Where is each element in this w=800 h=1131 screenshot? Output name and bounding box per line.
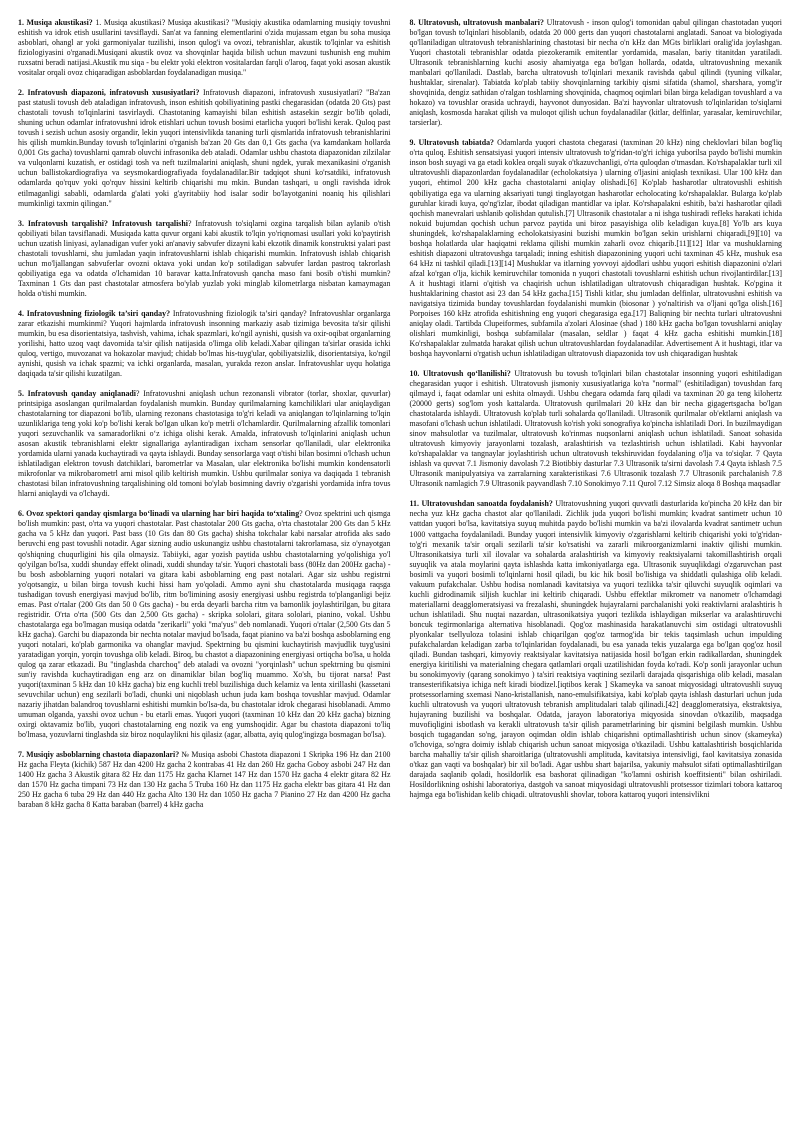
- answer-text: 1. Musiqa akustikasi? Musiqa akustikasi? "Musiqiy akustika odamlarning musiqiy tovushni eshitish va idrok etish usullarini tavsiflaydi. San'at va fanning elementlarini o'zida mujassam etgan bu soha musiqa asboblari, ohangl ar yoki garmoniyalar tuzilishi, inson qulog'i va ovozi, tebranishlar, akustik to'lqinlar va eshitish fiziologiyasini o'rganadi.Musiqani akustik ovoz va shovqinlar haqida bilish uchun mavzuni tushunish eng muhim ruxsatni beradi natijasi.Akustik mu siqa - bu elektr yoki elektron vositalardan farqli o'laroq, faqat yoki asosan akustik vositalar orqali ovoz chiqaradigan asboblardan foydalanadigan musiqa.": [18, 18, 391, 78]
- left-column: [18, 18, 391, 1118]
- question-number: 5.: [18, 389, 24, 399]
- answer-text: ? Infratovush to'siqlarni ozgina tarqalish bilan aylanib o'tish qobiliyati bilan tavsiflanadi. Musiqada katta quvur organi kabi akustik to'lqin yo'riqnomasi usullari yoki ko'paytirish uchun uzatish liniyasi, aylanadigan vufer yoki an'anaviy sabvufer dizayni kabi ekzotik dinamik konstruktsi yalari past chastotali tovushlarni, shu jumladan yaqin infratovushlarni ishlab chiqarishi mumkin. Infratovush ishlab chiqarish uchun mo'ljallangan sabvuferlar ovozni oktava yoki undan ko'p sotiladigan sabvufer lardan pastroq takrorlash qobiliyatiga ega va odatda o'lchamidan 10 baravar katta.Infratovush qancha maso fani bosib o'tishi mumkin? Taxminan 1 Gts dan past chastotalar atmosfera bo'ylab yuzlab yoki minglab kilometrlarga nisbatan kamaymagan holda o'tishi mumkin.: [18, 218, 391, 298]
- question-item: [18, 219, 391, 299]
- answer-text: ? Ovoz spektrini uch qismga bo'lish mumkin: past, o'rta va yuqori chastotalar. Past chastotalar 200 Gts gacha, o'rta chastotalar 200 Gts dan 5 kHz gacha va 5 kHz dan yuqori. Past bass (10 Gts dan 80 Gts gacha) shisha tokchalar kabi narsalar atrofida aks sado beruvchi eng past tovushli notadir. Agar sizning audio uskunangiz ushbu chastotalarni takrorlamasa, siz o'ynayotgan qo'shiqning chuqurligini his qila olmaysiz. Tabiiyki, agar yozish paytida ushbu chastotalarning yo'qolishiga yo'l qo'yilgan bo'lsa, xuddi shunday effekt olinadi, xuddi shunday ta'sir. Yuqori chastotali bass (80Hz dan 200Hz gacha) - bu bosh asboblarning yuqori notalari va gitara kabi asboblarning eng past notalari. Agar siz ushbu registrni yo'qotsangiz, u bilan birga tovush kuchi hissi ham yo'qoladi. Ammo ayni shu chastotalarda musiqaga raqsga tushadigan tovush energiyasi mavjud bo'lib, ritm bo'limining asosiy energiyasi ushbu registrda to'planganligi bejiz emas. Past o'rtalar (200 Gts dan 50 0 Gts gacha) - bu erda deyarli barcha ritm va bamonlik joylashtirilgan, bu gitara registridir. O'rta o'rta (500 Gts dan 2,500 Gts gacha) - skripka sololari, gitara sololari, pianino, vokal. Ushbu chastotalarga ega bo'lmagan musiqa odatda "zerikarli" yoki "ma'yus" deb nomlanadi. Yuqori o'rtalar (2,500 Gts dan 5 kHz gacha). Garchi bu diapazonda bir nechta notalar mavjud bo'lsada, faqat pianino va ba'zi boshqa asboblarning eng yuqori notalari, ko'plab garmonika va ohanglar mavjud. Spektrning bu qismini kuchaytirish mavjudlik tuyg'usini yaratadigan yorqin, yorqin tovushga olib keladi. Biroq, bu chastot a diapazonining energiyasi ortiqcha bo'lsa, u holda qulog qa zarar etkazadi. Bu "tinglashda charchoq" deb ataladi va ovozni "yorqinlash" uchun spektrning bu qismini sun'iy ravishda kuchaytiradigan eng arz on dinamiklar bilan bog'liq muammo. Xo'sh, bu tijorat narsa! Past yuqori(taxminan 5 kHz dan 10 kHz gacha) biz eng kuchli trebl buzilishiga duch kelamiz va lenta xirillashi (kassetani sevuvchilar uchun) eng sezilarli bo'ladi, chunki uni niqoblash uchun juda kam boshqa tovushlar mavjud. Odamlar nazariy jihatdan balandroq tovushlarni eshitishi mumkin bo'lsa-da, bu chastotalar idrok chegarasi hisoblanadi. Ammo umuman olganda, yaxshi ovoz uchun - bu etarli emas. Yuqori yuqori (taxminan 10 kHz dan 20 kHz gacha) bizning oxirgi oktavamiz bo'lib, yuqori chastotalarning eng nozik va eng yumshoqidir. Agar bu chastota diapazoni to'liq bo'lmasa, yozuvlarni tinglashda siz biroz noqulaylikni his qilasiz (agar, albatta, ayiq qulog'ingizga bosmagan bo'lsa).: [18, 509, 391, 740]
- question-heading: Infratovush qanday aniqlanadi: [27, 389, 136, 399]
- question-number: 3.: [18, 218, 24, 228]
- question-item: [18, 389, 391, 499]
- answer-text: № Musiqa asbobi Chastota diapazoni 1 Skripka 196 Hz dan 2100 Hz gacha Fleyta (kichik) 587 Hz dan 4200 Hz gacha 2 kontrabas 41 Hz dan 260 Hz gacha Goboy asbobi 247 Hz dan 1400 Hz gacha 3 Akustik gitara 82 Hz dan 1175 Hz gacha Klarnet 147 Hz dan 1570 Hz gacha 4 elektr gitara 82 Hz dan 1570 Hz gacha timpani 73 Hz dan 130 Hz gacha 5 Truba 160 Hz dan 1175 Hz gacha elektr bas gitara 41 Hz dan 250 Hz gacha 6 tuba 29 Hz dan 440 Hz gacha Alto 130 Hz dan 1050 Hz gacha 7 Pianino 27 Hz dan 4200 Hz gacha baraban 8 kHz gacha 8 Katta baraban (barrel) 4 kHz gacha: [18, 750, 391, 810]
- answer-text: Infratovushning fiziologik ta’siri qanday? Infratovushlar organlarga zarar etkazishi mumkinmi? Yuqori hajmlarda infratovush insonning markaziy asab tizimiga bevosita ta'sir qilishi mumkin, bu esa disorientatsiya, tashvish, vahima, ichak spazmlari, ko'ngil aynishi, qusish va oxir-oqibat organlarning yorilishi, hatto uzoq vaqt davomida ta'sir qilish natijasida o'limga olib keladi.Xabar qilingan ta'sirlar orasida ichki quloq, vertigo, muvozanat va hokazolar mavjud; chidab bo'lmas his-tuyg'ular, qobiliyatsizlik, disorientatsiya, ko'ngil aynishi, qusish va ichak spazmi; va ichki organlarda, masalan, yurakda rezon anslar. Infratovushlar uyqu holatiga daqiqada ta'sir qilishi kuzatilgan.: [18, 308, 391, 378]
- question-item: [410, 369, 783, 489]
- question-heading: Musiqiy asboblarning chastota diapazonlari?: [26, 750, 180, 760]
- question-number: 10.: [409, 369, 420, 379]
- question-heading: Infratovush tarqalishi? Infratovush tarqalishi: [27, 218, 188, 228]
- question-heading: Ultratovush qo‘llanilishi?: [423, 369, 511, 379]
- question-item: [410, 499, 783, 800]
- question-item: [18, 18, 391, 78]
- question-item: [18, 750, 391, 810]
- answer-text: Infratovush diapazoni, infratovush xususiyatlari? "Ba'zan past statusli tovush deb ataladigan infratovush, inson eshitish qobiliyatining pastki chegarasidan (odatda 20 Gts) past chastotali tovush to'lqinlarini tasvirlaydi. Chastotaning kamayishi bilan eshitish astasekin sezgir bo'lib qoladi, shuning uchun odamlar infratovushni idrok etishlari uchun tovush bosimi etarlicha yuqori bo'lishi kerak. Quloq past tovush i sezish uchun asosiy organdir, lekin yuqori intensivlikda tananing turli qismlarida infratovush tebranishlarini his qilish mumkin.Bunday tovush to'lqinlarini o'rganish ba'zan 20 Gts dan 0,1 Gts gacha (va kamdankam hollarda 0,001 Gts gacha) tovushlarni qamrab oluvchi infrasonika deb ataladi. Odamlar ushbu chastota diapazonidan zilzilalar va vulqonlarni kuzatish, er ostidagi tosh va neft tuzilmalarini aniqlash, shuni ngdek, yurak mexanikasini o'rganish uchun ballistokardiografiya va seysmokardiografiyada foydalanadilar.Bir tadqiqot shuni ko'rsatdiki, infratovush odamlarda qo'rquv yoki qo'rquv hissini keltirib chiqarishi mu mkin. Bundan tashqari, u ongli ravishda idrok etilmaganligi sababli, odamlarda g'alati yoki g'ayritabiiy hod isalar sodir bo'layotganini noaniq his qilishlari mumkinligi taxmin qilingan.": [18, 88, 391, 208]
- question-number: 7.: [18, 750, 24, 760]
- right-column: [410, 18, 783, 1118]
- answer-text: Ultratovushning yuqori quvvatli dasturlarida ko'pincha 20 kHz dan bir necha yuz kHz gacha chastot alar qo'llaniladi. Zichlik juda yuqori bo'lishi mumkin; kvadrat santimetr uchun 10 vattdan yuqori bo'lsa, kavitatsiya suyuq muhitda paydo bo'lishi mumkin va ba'zi ilovalarda kvadrat santimetr uchun 1000 vattgacha foydalaniladi. Bunday yuqori intensivlik kimyoviy o'zgarishlarni keltirib chiqarishi yoki to'g'ridan-to'g'ri mexanik ta'sir orqali sezilarli ta'sir ko'rsatishi va zararli mikroorganizmlarni inaktiv qilishi mumkin. Ultrasonikatsiya turli xil ilovalar va sohalarda aralashtirish va kimyoviy reaktsiyalarni takomillashtirish orqali suyuqlik va atala moylarini qayta ishlashda katta imkoniyatlarga ega. Ultrasonik suyuqlikdagi o'zgaruvchan past bosimli va yuqori bosimli to'lqinlarni hosil qiladi, bu kic hik bosil bo'lishiga va shiddatli qulashiga olib keladi. vakuum pufakchalar. Ushbu hodisa nomlanadi kavitatsiya va yuqori tezlikka ta'sir qiluvchi suyuqlik oqimlari va kuchli gidrodinamik siljish kuchlar ini keltirib chiqaradi. Ushbu effektlar mikrometr va nanometr o'lchamdagi materiallarni deagglomeratsiyasi va frezalashi, shuningdek hujayralarni parchalanishi yoki reaktivlarni aralashtiris h uchun ishlatiladi. Shu nuqtai nazardan, ultrasonikatsiya yuqori tezlikda ishlaydigan mikserlar va aralashtiruvchi boncuk tegirmonlariga alternativa hisoblanadi. Qog'oz mashinasida harakatlanuvchi sim ostidagi ultratovushli plyonkalar tsellyuloza tolasini ishlab chiqarilgan qog'oz tarmog'ida bir tekis taqsimlash uchun impulding pufakchalardan keladigan zarba to'lqinlaridan foydalanadi, bu esa yanada tekis yuzalarga ega bo'lgan qog'oz hosil qiladi. Bundan tashqari, kimyoviy reaktsiyalar kavitatsiya natijasida hosil bo'lgan erkin radikallardan, shuningdek energiya kiritilishi va materialning chegara qatlamlari orqali uzatilishidan foyda ko'radi. Ko'p sonli jarayonlar uchun bu sonokimyoviy (qarang sonokimyo ) ta'siri reaktsiya vaqtining sezilarli darajada qisqarishiga olib keladi, masalan transesterifikatsiya ichiga neft kiradi biodizel.[iqtibos kerak ] Skameyka va sanoat miqyosidagi ultratovushli suyuq protsessorlarning sxemasi Nano-kristallanish, nano-emulsifikatsiya, kabi ko'plab qayta ishlash dasturlari uchun juda kuchli ultratovush va yuqori ultratovush tebranish amplitudalari talab qilinadi.[42] deagglomeratsiya, ekstraktsiya, hujayrаning buzilishi va boshqalar. Odatda, jarayon laboratoriya miqyosida sinovdan o'tkazilib, maqsadga muvofiqligini isbotlash va kerakli ultratovush ta'sir qilish parametrlarining bir qismini belgilash mumkin. Ushbu bosqich tugagandan so'ng, jarayon oqimdan oldin ishlab chiqarishni optimallashtirish uchun sinov (skameyka) o'lchoviga, so'ngra doimiy ishlab chiqarish uchun sanoat miqyosiga o'tkaziladi. Ushbu kattalashtirish bosqichlarida barcha mahalliy ta'sir qilish sharoitlariga (ultratovushli amplituda, kavitatsiya intensivligi, faol kavitatsiya zonasida o'tkaz gan vaqti va boshqalar) bir xil bo'ladi. Agar ushbu shart bajarilsa, yakuniy mahsulot sifati optimallashtirilgan darajada saqlanib qoladi, hosildorlik esa bashorat qilinadigan "ko'lamni oshirish koeffitsienti" bilan oshiriladi. Hosildorlikning oshishi laboratoriya, dastgoh va sanoat miqyosidagi ultratovushli protsessor tizimlari tobora kattaroq hajmga ega bo'lishidan kelib chiqadi. ultratovushli shovlar, tobora kattaroq yuqori intensivlikni: [409, 499, 782, 800]
- answer-text: Ultratovush - inson qulog'i tomonidan qabul qilingan chastotadan yuqori bo'lgan tovush to'lqinlari hisoblanib, odatda 20 000 gerts dan yuqori chastotalarni anglatadi. Sanoat va biologiyada qo'llaniladigan ultratovush tebranishlarining chastotasi bir necha o'n kHz dan MGts birliklari oralig'ida joylashgan. Yuqori chastotali tebranishlar odatda piezokeramik emitentlar yordamida, masalan, bariy titanitdan yaratiladi. Ultrasonik tebranishlarning kuchi asosiy ahamiyatga ega bo'lgan hollarda, odatda, ultratovushning mexanik manbalari qo'llaniladi. Dastlab, barcha ultratovush to'lqinlari mexanik ravishda qabul qilindi (tyuning vilkalar, hushtaklar, sirenalar). Tabiatda ko'plab tabiiy shovqinlarning tarkibiy qismi sifatida (shamol, sharshara, yomg'ir shovqinida, dengiz sathidan o'ralgan toshlarning shovqinida, chaqmoq oqimlari bilan birga keladigan tovushlard a va hokazo) va tovushlar orasida uchraydi, hayvonot dunyosidan. Ba'zi hayvonlar ultratovush to'lqinlaridan to'siqlarni aniqlash, kosmosda harakat qilish va muloqot qilish uchun foydalanadilar (kitlar, delfinlar, yarasalar, kemiruvchilar, tarsierlar).: [409, 18, 782, 128]
- question-heading: Ultratovush, ultratovush manbalari?: [418, 18, 544, 27]
- question-number: 8.: [409, 18, 416, 27]
- document-page: [18, 18, 782, 1118]
- question-number: 11.: [409, 499, 419, 509]
- answer-text: ? Infratovushni aniqlash uchun rezonansli vibrator (torlar, shoxlar, quvurlar) printsipiga asoslangan qurilmalardan foydalanish mumkin. Bunday qurilmalarning kamchiliklari ular aniqlaydigan chastotalarning tor diapazoni bo'lib, ularning rezonans chastotasiga to'g'ri keladi va aniqlangan to'lqinlarning to'lqin uzunliklariga teng yoki ko'p bo'lishi kerak bo'lgan ulkan ko'p metrli o'lchamlardir. Qurilmalarning afzallik tomonlari yuqori sezuvchanlik va samaradorlikni o‘z ichiga olishi kerak. Amalda, infratovush to'lqinlarini aniqlash uchun asosan akustik tebranishlarni elektr signallariga aylantiradigan ixcham sensorlar qo'llaniladi, ular elektronika yordamida ularni yanada kuchaytiradi va qayta ishlaydi. Bunday sensorlarga vaqt o'tishi bilan bosimni o'lchash uchun ishlatiladigan elektron tovush datchiklari, barometrlar va Masalan, ular elektronika bo'lishi mumkin kondensatorli mikrofonlar va mikrobarometrl arni misol qilib keltirish mumkin. Ushbu qurilmalar soniya va daqiqada 1 tebranish chastotasi bilan infratovushning tarqalishining old tomoni bo'ylab bosimning davriy o'zgarishi yordamida infra tovus hlarni aniqlaydi va o'lchaydi.: [18, 389, 391, 499]
- question-item: [18, 509, 391, 740]
- question-number: 1.: [18, 18, 24, 27]
- question-heading: Ultratovush tabiatda?: [418, 138, 494, 148]
- question-heading: Ovoz spektori qanday qismlarga bo‘linadi va ularning har biri haqida to‘xtaling: [26, 509, 300, 519]
- question-heading: Musiqa akustikasi?: [26, 18, 93, 27]
- question-item: [18, 88, 391, 208]
- question-heading: Ultratovushdan sanoatda foydalanish?: [421, 499, 553, 509]
- question-number: 9.: [409, 138, 416, 148]
- question-item: [18, 309, 391, 379]
- answer-text: Odamlarda yuqori chastota chegarasi (taxminan 20 kHz) ning cheklovlari bilan bog'liq o'rta quloq. Eshitish sensatsiyasi yuqori intensiv ultratovush to'g'ridan-to'g'ri ichiga yuborilsa paydo bo'lishi mumkin inson bosh suyagi va ga etadi koklea orqali suyak o'tkazuvchanligi, o'rta quloqdan o'tmasdan. Ko'rshapalaklar turli xil ultratovushli diapazonlardan foydalanadilar (echolokatsiya ) ularning o'ljasini aniqlash texnikasi. Ular 100 kHz dan yuqori, ehtimol 200 kHz gacha chastotalarni aniqlay olishadi.[6] Ko'plab hasharotlar ultratovushli eshitish qobiliyatiga ega va ularning aksariyati tungi tinglayotgan hasharotlar echolocating ko'rshapalaklar. Bularga ko'plab guruhlar kiradi kuya, qo'ng'izlar, ibodat qiladigan mantidlar va iplar. Ko'rshapalakni eshitib, ba'zi hasharotlar qiladi qochish manevralari ushlanib qolishdan qutulish.[7] Ultrasonik chastotalar a ni ishga tushiradi refleks harakati ichida nokuid bujumdan qochish uchun parvoz paytida uni biroz pasayishiga olib keladigan kuya.[8] Yo'lb ars kuya shuningdek, ko'rshapalaklarning echolokatsiyasini buzishi mumkin bo'lgan sekin urishlarni chiqaradi,[9][10] va boshqa holatlarda ular haqiqatni reklama qilishi mumkin zaharli ovoz chiqarib.[11][12] Itlar va mushuklarning eshitish diapazoni ultratovushga tarqaladi; inning eshitish diapazonining yuqori uchi taxminan 45 kHz, mushuk esa 64 kHz ni tashkil qiladi.[13][14] Mushuklar va itlarning yovvoyi ajdodlari ushbu yuqori eshitish diapazonini o'zlari afzal ko'rgan o'lja, kichik kemiruvchilar tomonida n yuqori chastotali tovushlarni eshitish uchun rivojlantirdilar.[13] A it hushtagi itlarni o'qitish va chaqirish uchun ishlatiladigan ultratovush chiqaradigan hushtak. Ko'pgina it hushtaklarining chastot asi 23 dan 54 kHz gacha.[15] Tishli kitlar, shu jumladan delfinlar, ultratovushni eshitish va navigatsiya tizimida bunday tovushlardan foydalanishi mumkin (biosonar ) yo'naltirish va o'ljani qo'lga olish.[16] Porpoises 160 kHz atrofida eshitishning eng yuqori chegarasiga ega.[17] Baliqning bir nechta turlari ultratovushni aniqlay oladi. Tartibda Clupeiformes, subfamila a'zolari Alosinae (shad ) 180 kHz gacha bo'lgan tovushlarni aniqlay olishlari mumkinligi, boshqa subfamilalar (masalan, seldlar ) faqat 4 kHz gacha eshitishi mumkin.[18] Ko'rshapalaklar zulmatda harakat qilish uchun ultratovushlardan foydalanadilar. Advertisement A it hushtagi, itlar va boshqa hayvonlarni o'rgatish uchun ishlatiladigan ultratovush diapazonida tov ush chiqaradigan hushtak: [409, 138, 782, 358]
- question-number: 6.: [18, 509, 24, 519]
- question-heading: Infratovushning fiziologik ta’siri qanday?: [26, 308, 171, 318]
- question-item: [410, 18, 783, 128]
- question-number: 4.: [18, 308, 24, 318]
- question-item: [410, 138, 783, 359]
- answer-text: Ultratovush bu tovush to'lqinlari bilan chastotalar insonning yuqori eshitiladigan chegarasidan yuqor i eshitish. Ultratovush jismoniy xususiyatlariga ko'ra "normal" (eshitiladigan) tovushdan farq qilmayd i, faqat odamlar uni eshita olmaydi. Ushbu chegara odamda farq qiladi va taxminan 20 ga teng kilohertz (20000 gerts) sog'lom yosh kattalarda. Ultratovush qurilmalari 20 kHz dan bir necha gigagertsgacha bo'lgan chastotalarda ishlaydi. Ultratovush ko'plab turli sohalarda qo'llaniladi. Ultrasonik qurilmalar ob'ektlarni aniqlash va masofani o'lchash uchun ishlatiladi. Ultratovush ko'rish yoki sonografiya ko'pincha ishlatiladi Dori. In buzilmaydigan sinov mahsulotlar va tuzilmalar, ultratovush ko'rinmas nuqsonlarni aniqlash uchun ishlatiladi. Sanoat sohasida ultratovush kimyoviy jarayonlarni tozalash, aralashtirish va tezlashtirish uchun ishlatiladi. Kabi hayvonlar ko'rshapalaklar va tangnaylar joylashtirish uchun ultratovush tekshiruvidan foydalaning o'lja va to'siqlar. 7 Qayta ishlash va quvvat 7.1 Jismoniy davolash 7.2 Biotibbiy dasturlar 7.3 Ultrasonik ta'sirni davolash 7.4 Qayta ishlash 7.5 Ultrasonik manipulyatsiya va zarralarning xarakteristikasi 7.6 Ultrasonik tozalash 7.7 Ultrasonik parchalanish 7.8 Ultrasonik namlagich 7.9 Ultrasonik payvandlash 7.10 Sonokimyo 7.11 Qurol 7.12 Simsiz aloqa 8 Boshqa maqsadlar: [409, 369, 782, 489]
- question-heading: Infratovush diapazoni, infratovush xususiyatlari?: [27, 88, 200, 98]
- question-number: 2.: [18, 88, 24, 98]
